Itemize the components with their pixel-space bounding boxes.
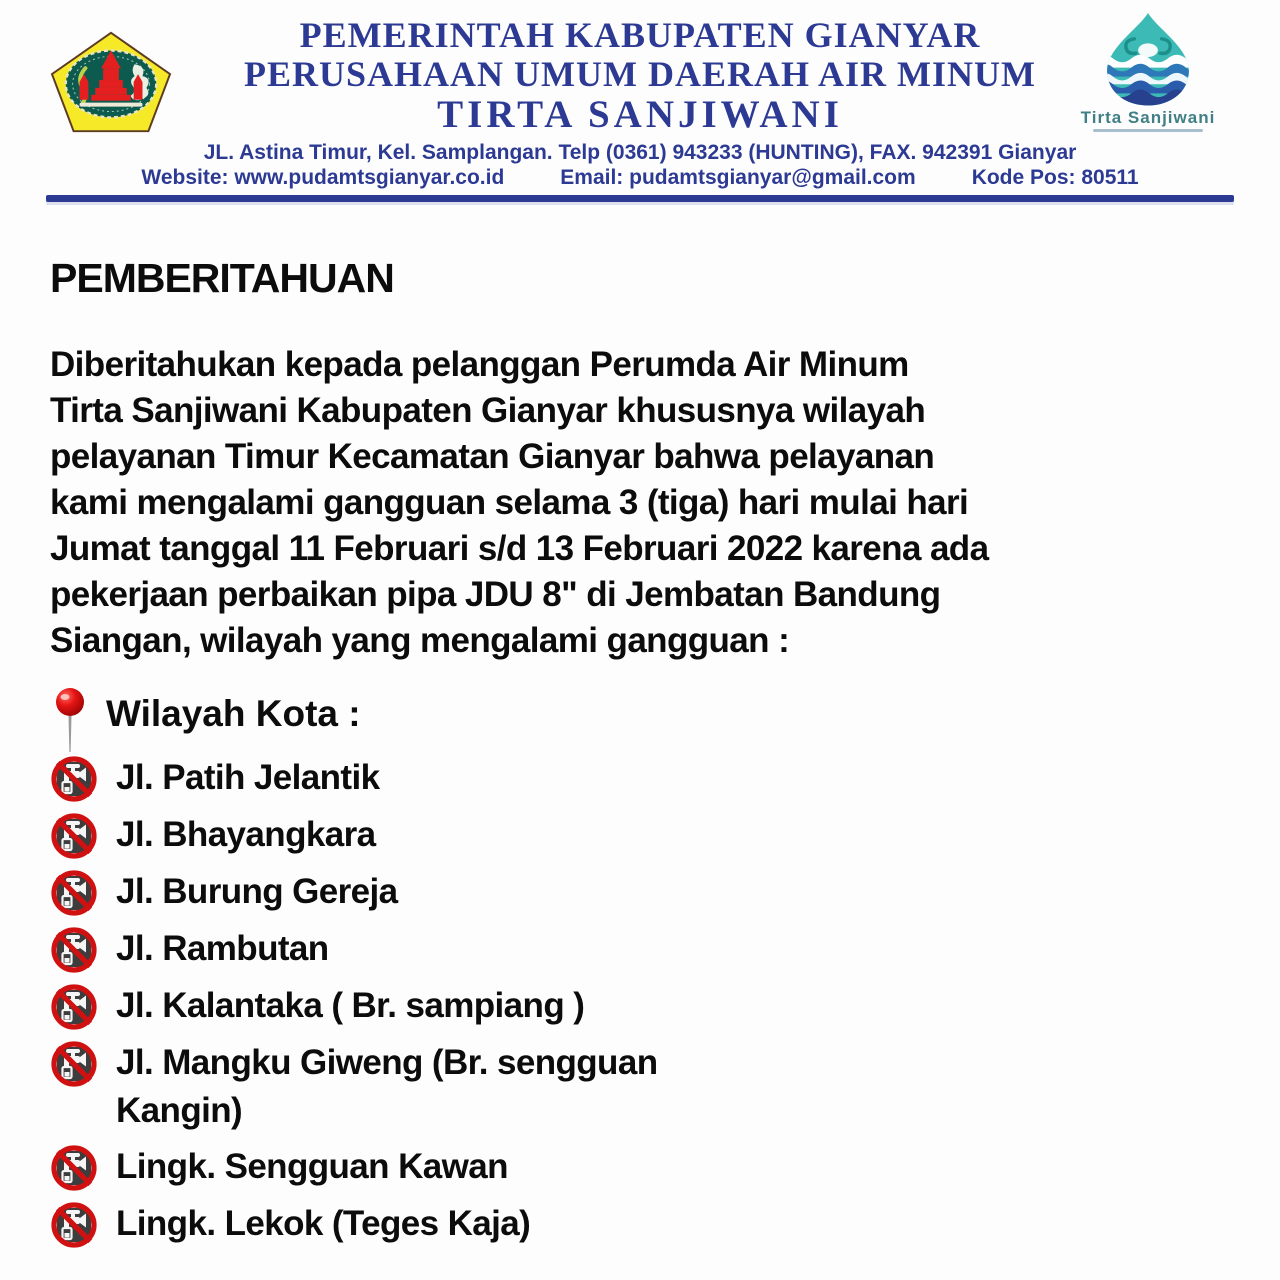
non-potable-water-icon bbox=[50, 926, 98, 974]
waterdrop-icon bbox=[1089, 10, 1207, 110]
area-label: Jl. Bhayangkara bbox=[116, 815, 376, 854]
area-label: Jl. Burung Gereja bbox=[116, 872, 398, 911]
list-item bbox=[50, 982, 1230, 1031]
brand-title: TIRTA SANJIWANI bbox=[437, 93, 843, 136]
non-potable-water-icon bbox=[50, 1201, 98, 1249]
paragraph-line: Siangan, wilayah yang mengalami gangguan : bbox=[50, 621, 790, 660]
paragraph-line: Tirta Sanjiwani Kabupaten Gianyar khususnya wilayah bbox=[50, 391, 926, 430]
area-section-title: Wilayah Kota : bbox=[106, 693, 361, 734]
non-potable-water-icon bbox=[50, 869, 98, 917]
area-section-header bbox=[50, 690, 1230, 752]
tirta-sanjiwani-logo bbox=[1068, 10, 1228, 132]
contact-line bbox=[0, 166, 1280, 190]
paragraph-line: Diberitahukan kepada pelanggan Perumda Air Minum bbox=[50, 345, 909, 384]
area-label: Jl. Kalantaka ( Br. sampiang ) bbox=[116, 986, 585, 1025]
letterhead-divider bbox=[46, 195, 1234, 202]
list-item bbox=[50, 925, 1230, 974]
notice-paragraph bbox=[50, 342, 1230, 664]
list-item bbox=[50, 1143, 1230, 1192]
list-item bbox=[50, 811, 1230, 860]
paragraph-line: pekerjaan perbaikan pipa JDU 8" di Jembatan Bandung bbox=[50, 575, 941, 614]
non-potable-water-icon bbox=[50, 983, 98, 1031]
list-item bbox=[50, 754, 1230, 803]
non-potable-water-icon bbox=[50, 1040, 98, 1088]
address-line: JL. Astina Timur, Kel. Samplangan. Telp (0361) 943233 (HUNTING), FAX. 942391 Gianyar bbox=[203, 141, 1077, 164]
website-label: Website: www.pudamtsgianyar.co.id bbox=[141, 166, 505, 189]
list-item bbox=[50, 1039, 1230, 1135]
area-label: Jl. Patih Jelantik bbox=[116, 758, 380, 797]
non-potable-water-icon bbox=[50, 1144, 98, 1192]
area-label: Jl. Rambutan bbox=[116, 929, 329, 968]
logo-caption: Tirta Sanjiwani bbox=[1080, 108, 1216, 127]
company-title: PERUSAHAAN UMUM DAERAH AIR MINUM bbox=[244, 54, 1036, 94]
gianyar-regency-emblem-icon bbox=[50, 22, 172, 142]
email-label: Email: pudamtsgianyar@gmail.com bbox=[560, 166, 916, 189]
affected-areas-list bbox=[50, 754, 1230, 1249]
notice-heading: PEMBERITAHUAN bbox=[50, 255, 394, 301]
round-pushpin-icon bbox=[50, 686, 90, 756]
notice-body bbox=[0, 256, 1280, 1249]
letterhead bbox=[0, 0, 1280, 202]
paragraph-line: Jumat tanggal 11 Februari s/d 13 Februari 2022 karena ada bbox=[50, 529, 989, 568]
list-item bbox=[50, 868, 1230, 917]
postal-code-label: Kode Pos: 80511 bbox=[971, 166, 1139, 189]
area-label: Jl. Mangku Giweng (Br. sengguan Kangin) bbox=[116, 1043, 658, 1130]
letterhead-titles bbox=[210, 16, 1070, 136]
paragraph-line: pelayanan Timur Kecamatan Gianyar bahwa pelayanan bbox=[50, 437, 935, 476]
list-item bbox=[50, 1200, 1230, 1249]
area-label: Lingk. Lekok (Teges Kaja) bbox=[116, 1204, 531, 1243]
non-potable-water-icon bbox=[50, 755, 98, 803]
paragraph-line: kami mengalami gangguan selama 3 (tiga) hari mulai hari bbox=[50, 483, 969, 522]
government-title: PEMERINTAH KABUPATEN GIANYAR bbox=[299, 15, 981, 55]
logo-tagline bbox=[1093, 129, 1203, 132]
non-potable-water-icon bbox=[50, 812, 98, 860]
area-label: Lingk. Sengguan Kawan bbox=[116, 1147, 508, 1186]
